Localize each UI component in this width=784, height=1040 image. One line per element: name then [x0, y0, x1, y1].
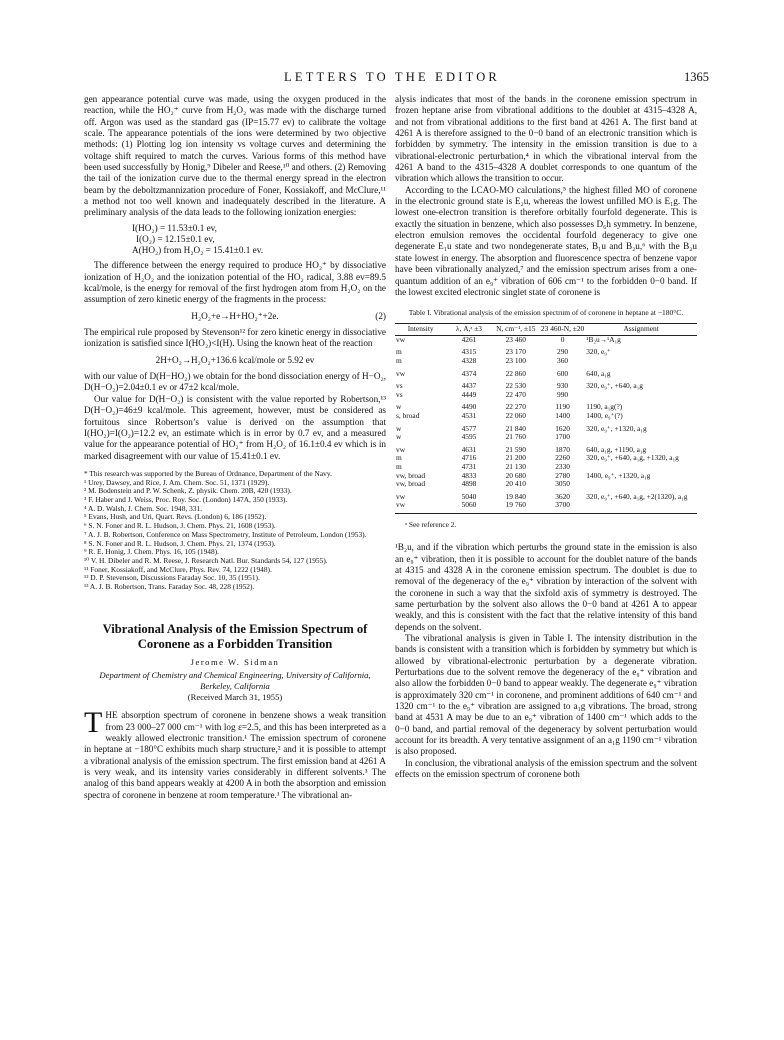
table-cell: 22 860 — [505, 368, 526, 378]
table-cell: m m — [396, 453, 402, 471]
table-row — [395, 378, 697, 399]
table-cell: 4833 — [461, 470, 477, 480]
footnote: ⁸ S. N. Foner and R. L. Hudson, J. Chem. Phys. 21, 1374 (1953). — [84, 538, 276, 548]
table-cell: 23 170 23 100 — [505, 347, 526, 365]
table-cell: 4374 — [461, 368, 477, 378]
paragraph: According to the LCAO-MO calculations,⁵ the highest filled MO of coronene in the electronic ground state is E₂u, whereas the lowest unfilled MO is E₁g. The lowest one-electron transition is therefore orbitally fourfold degenerate. This is exactly the situation in benzene, which also possesses D₆h symmetry. In benzene, electron emulsion removes the occidental fourfold degeneracy to give one degenerate E₁u state and two nondegenerate states, B₁u and B₂u,⁶ with the B₂u state lowest in energy. The absorption and fluorescence spectra of benzene vapor have been vibrationally analyzed,⁷ and the emission spectrum arises from a one-quantum addition of an e₉⁺ vibration of 606 cm⁻¹ to the forbidden 0−0 band. If the lowest excited electronic singlet state of coronene is — [395, 184, 697, 297]
table-row — [395, 489, 697, 514]
footnotes — [84, 470, 386, 592]
table-cell: 1870 — [555, 444, 570, 454]
table-cell: vw — [396, 444, 406, 454]
table-cell: 2260 2330 — [555, 453, 570, 471]
table-cell: vw — [396, 334, 406, 344]
paragraph: ¹B₂u, and if the vibration which perturbs the ground state in the emission is also an e₉⁺ vibration, then it is possible to account for the doublet nature of the bands at 4315 and 4328 A in the coronene emission spectrum. The doublet is due to removal of the degeneracy of the e₉⁺ vibration by interaction of the solvent with the coronene in such a way that the sixfold axis of symmetry is destroyed. The same perturbation by the solvent also allows the 0−0 band at 4261 A to appear weakly, and this is consistent with the fact that the relative intensity of this band depends on the solvent. — [395, 542, 697, 632]
table-cell: 320, e₉⁺ — [586, 347, 611, 357]
table-cell: 4577 4595 — [461, 423, 477, 442]
table-cell: 22 270 — [505, 402, 526, 412]
footnote: ⁵ Evans, Hush, and Uri, Quart. Revs. (London) 6, 186 (1952). — [84, 512, 267, 522]
paragraph: Our value for D(H−O₂) is consistent with the value reported by Robertson,¹³ D(H−O₂)=46±9 kcal/mole. This agreement, however, must be considered as fortuitous since Robertson’s value is derived on the assumption that I(HO₂)=I(O₂)=12.2 ev, an estimate which is in error by 0.7 ev, and a measured value for the appearance potential of HO₂⁺ from H₂O₂ of 16.1±0.4 ev which is in marked disagreement with our value of 15.41±0.1 ev. — [84, 393, 386, 461]
table-cell: 22 530 22 470 — [505, 381, 526, 399]
footnote: ¹¹ Foner, Kossiakoff, and McClure, Phys. Rev. 74, 1222 (1948). — [84, 564, 272, 574]
running-title: LETTERS TO THE EDITOR — [284, 70, 500, 84]
article-author: Jerome W. Sidman — [190, 656, 280, 667]
table-cell: 1190 — [555, 402, 570, 412]
table-cell: 1400 — [555, 410, 570, 420]
left-column — [84, 94, 386, 801]
equation: A(HO₂) from H₂O₂ = 15.41±0.1 ev. — [132, 245, 263, 256]
table-cell: 600 — [557, 368, 569, 378]
received-date: (Received March 31, 1955) — [187, 692, 283, 703]
table-cell: 3050 — [555, 479, 570, 489]
paragraph: alysis indicates that most of the bands in the coronene emission spectrum in frozen heptane arise from vibrational additions to the doublet at 4315–4328 A, and not from vibrational additions to the first band at 4261 A. The first band at 4261 A is therefore assigned to the 0−0 band of an electronic transition which is forbidden by symmetry. The intensity in the emission transition is due to a vibrational-electronic perturbation,⁴ in which the vibrational interval from the 4261 A band to the 4315–4328 A doublet corresponds to one quantum of the vibration which allows the transition to occur. — [395, 94, 697, 184]
table-cell: 320, e₉⁺, +640, a₁g, +2(1320), a₁g — [585, 489, 697, 514]
table-cell: 4716 4731 — [461, 453, 477, 471]
article-title: Vibrational Analysis of the Emission Spectrum of Coronene as a Forbidden Transition — [102, 621, 368, 651]
table-cell: w w — [396, 423, 402, 442]
article-affiliation: Department of Chemistry and Chemical Engineering, University of California, Berkeley, California — [99, 670, 371, 691]
table-cell: vw vw — [395, 489, 446, 514]
footnote: ⁹ R. E. Honig, J. Chem. Phys. 16, 105 (1948). — [84, 547, 219, 557]
table-cell — [585, 480, 697, 489]
drop-cap: T — [84, 706, 103, 740]
table-row — [395, 412, 697, 421]
table-cell: s, broad — [396, 410, 420, 420]
table-cell: 20 680 — [505, 470, 526, 480]
equation: I(HO₂) = 11.53±0.1 ev, — [132, 222, 217, 233]
equation: I(O₂) = 12.15±0.1 ev, — [136, 233, 215, 244]
table-cell: 0 — [560, 334, 565, 344]
table-body — [395, 335, 697, 513]
table-cell: 21 840 21 760 — [505, 423, 526, 442]
paragraph: The empirical rule proposed by Stevenson¹² for zero kinetic energy in dissociative ionization is satisfied since I(HO₂)<I(H). Using the known heat of the reaction — [84, 327, 386, 349]
paragraph: with our value of D(H−HO₂) we obtain for the bond dissociation energy of H−O₂, D(H−O₂)=2.04±0.1 ev or 47±2 kcal/mole. — [84, 371, 386, 393]
table-cell: 1400, e₉⁺, +1320, a₁g — [586, 470, 651, 480]
table-cell: 21 590 — [505, 444, 526, 454]
footnote: ¹⁰ V. H. Dibeler and R. M. Reese, J. Research Natl. Bur. Standards 54, 127 (1955). — [84, 555, 328, 565]
table-header: Assignment — [585, 324, 697, 336]
page-header — [0, 70, 784, 86]
paragraph-lead — [84, 706, 386, 801]
table-cell: 2780 — [555, 470, 570, 480]
table-row — [395, 344, 697, 365]
footnote: ¹ Urey, Dawsey, and Rice, J. Am. Chem. Soc. 51, 1371 (1929). — [84, 477, 270, 487]
table-cell: 21 200 21 130 — [505, 453, 526, 471]
table-cell: 320, e₉⁺, +640, a₁g, +1320, a₁g — [586, 453, 679, 463]
table-cell: 20 410 — [505, 479, 526, 489]
table-row — [395, 454, 697, 471]
footnote: ¹² D. P. Stevenson, Discussions Faraday Soc. 10, 35 (1951). — [84, 573, 260, 583]
table-cell: 4315 4328 — [461, 347, 477, 365]
footnote: ² M. Bodenstein and P. W. Schenk, Z. physik. Chem. 20B, 420 (1933). — [84, 486, 292, 496]
paragraph-text: HE absorption spectrum of coronene in benzene shows a weak transition from 23 000–27 000 cm⁻¹ with log ε=2.5, and this has been interpreted as a weakly allowed electronic transition.¹ The emission spectrum of coronene in heptane at −180°C exhibits much sharp structure,² and it is possible to attempt a vibrational analysis of the emission spectrum. The first emission band at 4261 A is very weak, and its intensity varies considerably in different solvents.³ The analog of this band appears weakly at 4200 A in both the absorption and emission spectra of coronene in benzene at room temperature.¹ The vibrational an- — [84, 710, 386, 800]
table-cell: vw, broad — [396, 479, 426, 489]
page-number: 1365 — [684, 70, 709, 84]
table-cell: 19 840 19 760 — [492, 489, 540, 514]
equation: 2H+O₂→H₂O₂+136.6 kcal/mole or 5.92 ev — [155, 354, 315, 365]
table-row — [395, 335, 697, 344]
paragraph: In conclusion, the vibrational analysis of the emission spectrum and the solvent effects on the emission spectrum of coronene both — [395, 757, 697, 780]
table-cell: 3620 3700 — [540, 489, 585, 514]
table-cell: 4531 — [461, 410, 477, 420]
table-cell: ¹B₂u→¹A₁g — [586, 334, 621, 344]
table-cell: vs vs — [396, 381, 403, 399]
table-cell: 1190, a₁g(?) — [586, 402, 623, 412]
table-caption: Table I. Vibrational analysis of the emission spectrum of of coronene in heptane at −180°C. — [408, 308, 684, 318]
table-cell: 640, a₁g — [586, 368, 611, 378]
table-cell: 4261 — [461, 334, 477, 344]
table-cell: 930 990 — [557, 381, 569, 399]
table-cell: m m — [396, 347, 402, 365]
table-row — [395, 366, 697, 379]
right-column — [395, 94, 697, 780]
paragraph: gen appearance potential curve was made, using the oxygen produced in the reaction, while the HO₂⁺ curve from H₂O₂ was made with the discharge turned off. Argon was used as the standard gas (IP=15.77 ev) to calibrate the voltage scale. The appearance potentials of the ions were determined by two objective methods: (1) Plotting log ion intensity vs voltage curves and determining the voltage shift required to match the curves. Various forms of this method have been used successfully by Honig,⁹ Dibeler and Reese,¹⁰ and others. (2) Removing the tail of the ionization curve due to the thermal energy spread in the electron beam by the deboltzmannization procedure of Foner, Kossiakoff, and McClure,¹¹ a method not too well known and inadequately described in the literature. A preliminary analysis of the data leads to the following ionization energies: — [84, 94, 386, 218]
footnote: ³ F. Haber and J. Weiss, Proc. Roy. Soc. (London) 147A, 350 (1933). — [84, 495, 288, 504]
table-header: N, cm⁻¹, ±15 — [492, 324, 540, 336]
equation-block — [132, 223, 386, 257]
paragraph: The vibrational analysis is given in Table I. The intensity distribution in the bands is consistent with a transition which is forbidden by symmetry but which is allowed by vibrational-electronic perturbation by a degenerate vibration. Perturbations due to the solvent remove the degeneracy of the e₉⁺ vibration and also allow the forbidden 0−0 band to appear weakly. The degenerate e₉⁺ vibration is approximately 320 cm⁻¹ in coronene, and prominent additions of 640 cm⁻¹ and 1320 cm⁻¹ to the e₉⁺ vibration are assigned to a₁g vibrations. The broad, strong band at 4531 A may be due to an e₉⁺ vibration of 1400 cm⁻¹ which adds to the 0−0 band, and partial removal of the degeneracy by solvent perturbation would account for its breadth. A very tentative assignment of an a₁g 1190 cm⁻¹ vibration is also proposed. — [395, 632, 697, 757]
footnote: * This research was supported by the Bureau of Ordnance, Department of the Navy. — [84, 468, 332, 478]
vibrational-table — [395, 323, 697, 514]
table-cell: 4898 — [461, 479, 477, 489]
table-header: 23 460-N, ±20 — [540, 324, 585, 336]
equation-numbered — [84, 311, 386, 322]
table-cell: 4631 — [461, 444, 477, 454]
footnote: ⁷ A. J. B. Robertson, Conference on Mass Spectrometry, Institute of Petroleum, London (1953). — [84, 529, 367, 539]
table-header-row — [395, 324, 697, 336]
footnote: ⁴ A. D. Walsh, J. Chem. Soc. 1948, 331. — [84, 503, 203, 513]
table-cell: 1400, e₉⁺(?) — [586, 410, 623, 420]
table-cell: 23 460 — [505, 334, 526, 344]
table-cell: vw, broad — [396, 470, 426, 480]
table-cell: 290 360 — [557, 347, 569, 365]
equation-centered — [84, 355, 386, 366]
table-note: ᵃ See reference 2. — [405, 519, 457, 529]
footnote: ⁶ S. N. Foner and R. L. Hudson, J. Chem. Phys. 21, 1608 (1953). — [84, 521, 276, 531]
table-cell: 640, a₁g, +1190, a₁g — [586, 444, 647, 454]
table-cell: 320, e₉⁺, +1320, a₁g — [586, 423, 647, 433]
paragraph: The difference between the energy required to produce HO₂⁺ by dissociative ionization of H₂O₂ and the ionization potential of the HO₂ radical, 3.88 ev=89.5 kcal/mole, is the energy for removal of the first hydrogen atom from H₂O₂ on the assumption of zero kinetic energy of the fragments in the process: — [84, 260, 386, 305]
table-header: λ, A,ᵃ ±3 — [446, 324, 491, 336]
table-cell: 5040 5060 — [446, 489, 491, 514]
table-cell: 4490 — [461, 402, 477, 412]
equation-number: (2) — [375, 310, 386, 321]
table-header: Intensity — [395, 324, 446, 336]
table-row — [395, 472, 697, 481]
table-row — [395, 399, 697, 412]
table-cell: 1620 1700 — [555, 423, 570, 442]
table-cell: 4437 4449 — [461, 381, 477, 399]
table-row — [395, 480, 697, 489]
footnote: ¹³ A. J. B. Robertson, Trans. Faraday Soc. 48, 228 (1952). — [84, 582, 255, 592]
table-cell: 22 060 — [505, 410, 526, 420]
table-row — [395, 421, 697, 442]
table-cell: vw — [396, 368, 406, 378]
table-cell: 320, e₉⁺, +640, a₁g — [586, 381, 643, 391]
equation: H₂O₂+e→H+HO₂⁺+2e. — [191, 310, 279, 321]
table-cell: w — [396, 402, 402, 412]
